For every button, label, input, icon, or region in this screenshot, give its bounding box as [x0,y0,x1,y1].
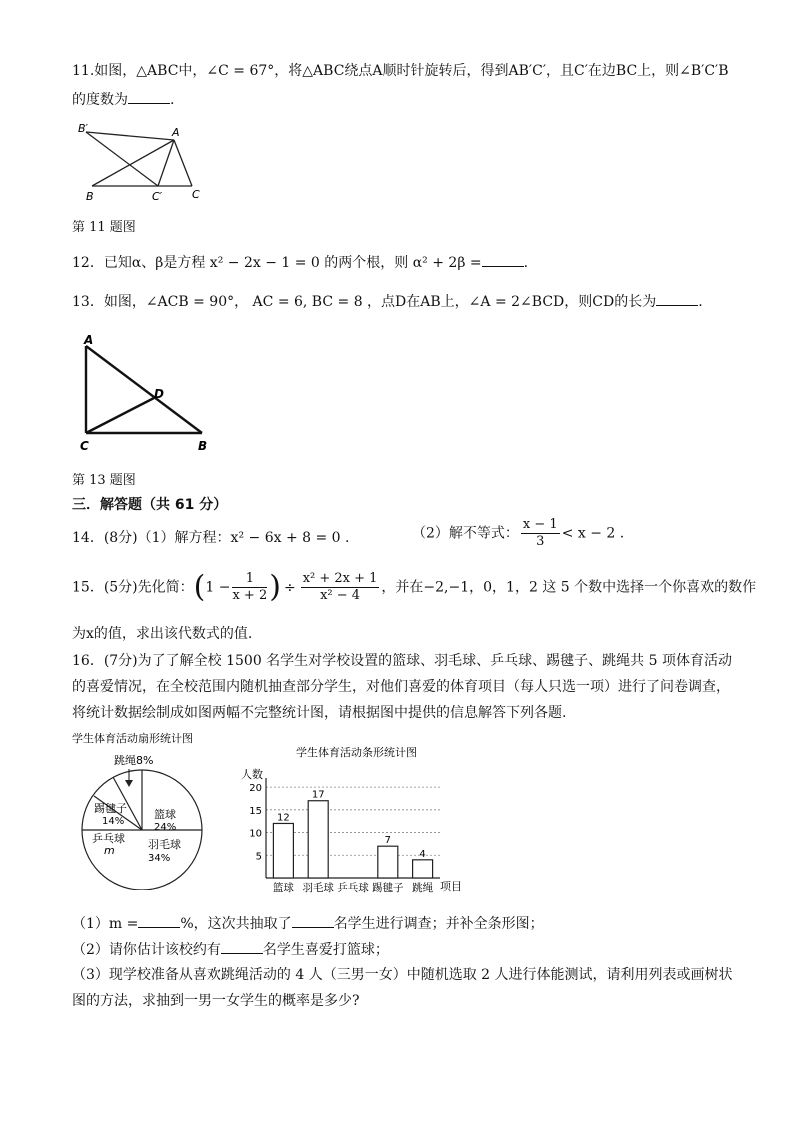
pie-label-yumaoqiu: 羽毛球 [148,838,181,851]
pie-dividers [82,770,202,830]
q11-line2: 的度数为 . [72,89,174,110]
q13-caption: 第 13 题图 [72,473,136,488]
answer-blank[interactable] [482,252,524,267]
label-b-prime: B′ [78,122,89,135]
q14-part2: （2）解不等式： $\frac{x - 1}{3}$ < x − 2 . [412,517,625,549]
pie-value-tijianzi: 14% [102,816,125,827]
q11-caption: 第 11 题图 [72,220,136,235]
label-c: C [192,188,200,201]
pie-label-pingpang: 乒乓球 [92,832,125,845]
answer-blank-basketball[interactable] [221,939,263,954]
pie-label-lanqiu: 篮球 [154,808,176,821]
pie-value-yumaoqiu: 34% [148,853,171,864]
x-tick-label: 篮球 [272,882,294,894]
label-b: B [86,190,94,203]
section-title: 三．解答题（共 61 分） [72,497,228,513]
x-axis-label: 项目 [440,880,462,893]
y-tick-label: 15 [249,805,262,817]
y-tick-label: 5 [255,851,262,863]
q11-line1: 11.如图，△ABC中，∠C = 67°，将△ABC绕点A顺时针旋转后，得到AB′C′，且C′在边BC上，则∠B′C′B [72,63,729,79]
q16-line3: 将统计数据绘制成如图两幅不完整统计图，请根据图中提供的信息解答下列各题. [72,705,567,721]
q12-line: 12．已知α、β是方程 x² − 2x − 1 = 0 的两个根，则 α² + 2β = . [72,252,528,273]
x-tick-label: 羽毛球 [302,882,334,894]
bar-value-label: 12 [277,812,290,824]
bar-4 [413,860,433,878]
label-a: A [84,333,94,347]
bar-value-label: 17 [311,789,325,801]
bar-3 [378,846,398,878]
q16-sub3-line2: 图的方法，求抽到一男一女学生的概率是多少? [72,993,360,1009]
answer-blank[interactable] [128,89,170,104]
q16-sub2: （2）请你估计该校约有 名学生喜爱打篮球； [72,939,389,960]
bar-value-label: 4 [419,848,426,860]
bar-0 [273,823,293,878]
pie-title: 学生体育活动扇形统计图 [72,732,193,745]
bar-1 [308,801,328,878]
label-d: D [154,387,164,401]
x-tick-label: 踢毽子 [372,882,404,894]
x-tick-label: 跳绳 [412,882,434,894]
q16-sub3-line1: （3）现学校准备从喜欢跳绳活动的 4 人（三男一女）中随机选取 2 人进行体能测试，请利用列表或画树状 [72,967,733,983]
q16-sub1: （1）m = %，这次共抽取了 名学生进行调查；并补全条形图； [72,913,544,934]
q14-part1: 14．(8分)（1）解方程：x² − 6x + 8 = 0 . [72,530,350,546]
q15-line1: 15．(5分)先化简：(1 − $\frac{1}{x + 2}$ ) ÷ $\frac{\text{x² + 2x + 1}}{\text{x² − 4}}$ ，并在−2,−1，0，1，2 这 5 个数中选择一个你喜欢的数作 [72,569,757,605]
x-tick-label: 乒乓球 [337,882,369,894]
q13-line: 13．如图，∠ACB = 90°， AC = 6, BC = 8 ，点D在AB上，∠A = 2∠BCD，则CD的长为 . [72,291,703,312]
pie-label-tijianzi: 踢毽子 [94,802,127,815]
q16-line2: 的喜爱情况，在全校范围内随机抽查部分学生，对他们喜爱的体育项目（每人只选一项）进行了问卷调查， [72,679,730,695]
y-tick-label: 10 [249,828,262,840]
q11-figure [72,120,212,206]
y-axis-label: 人数 [241,768,263,781]
bar-chart-title: 学生体育活动条形统计图 [296,746,417,759]
pie-chart [72,730,222,890]
bar-value-label: 7 [384,835,391,847]
label-b: B [198,439,208,453]
answer-blank-m[interactable] [138,913,180,928]
fraction: $\frac{x - 1}{3}$ [522,517,558,549]
q15-line2: 为x的值，求出该代数式的值. [72,626,253,642]
label-c-prime: C′ [152,190,163,203]
pie-label-tiaosheng: 跳绳8% [114,754,154,767]
label-a: A [172,126,180,139]
label-c: C [80,439,89,453]
answer-blank-total[interactable] [292,913,334,928]
q16-line1: 16．(7分)为了了解全校 1500 名学生对学校设置的篮球、羽毛球、乒乓球、踢毽子、跳绳共 5 项体育活动 [72,653,732,669]
q13-figure [72,332,222,456]
answer-blank[interactable] [656,291,698,306]
y-tick-label: 20 [249,783,262,795]
pie-value-m: m [104,844,115,857]
bar-chart [240,738,470,896]
pie-value-lanqiu: 24% [154,822,177,833]
